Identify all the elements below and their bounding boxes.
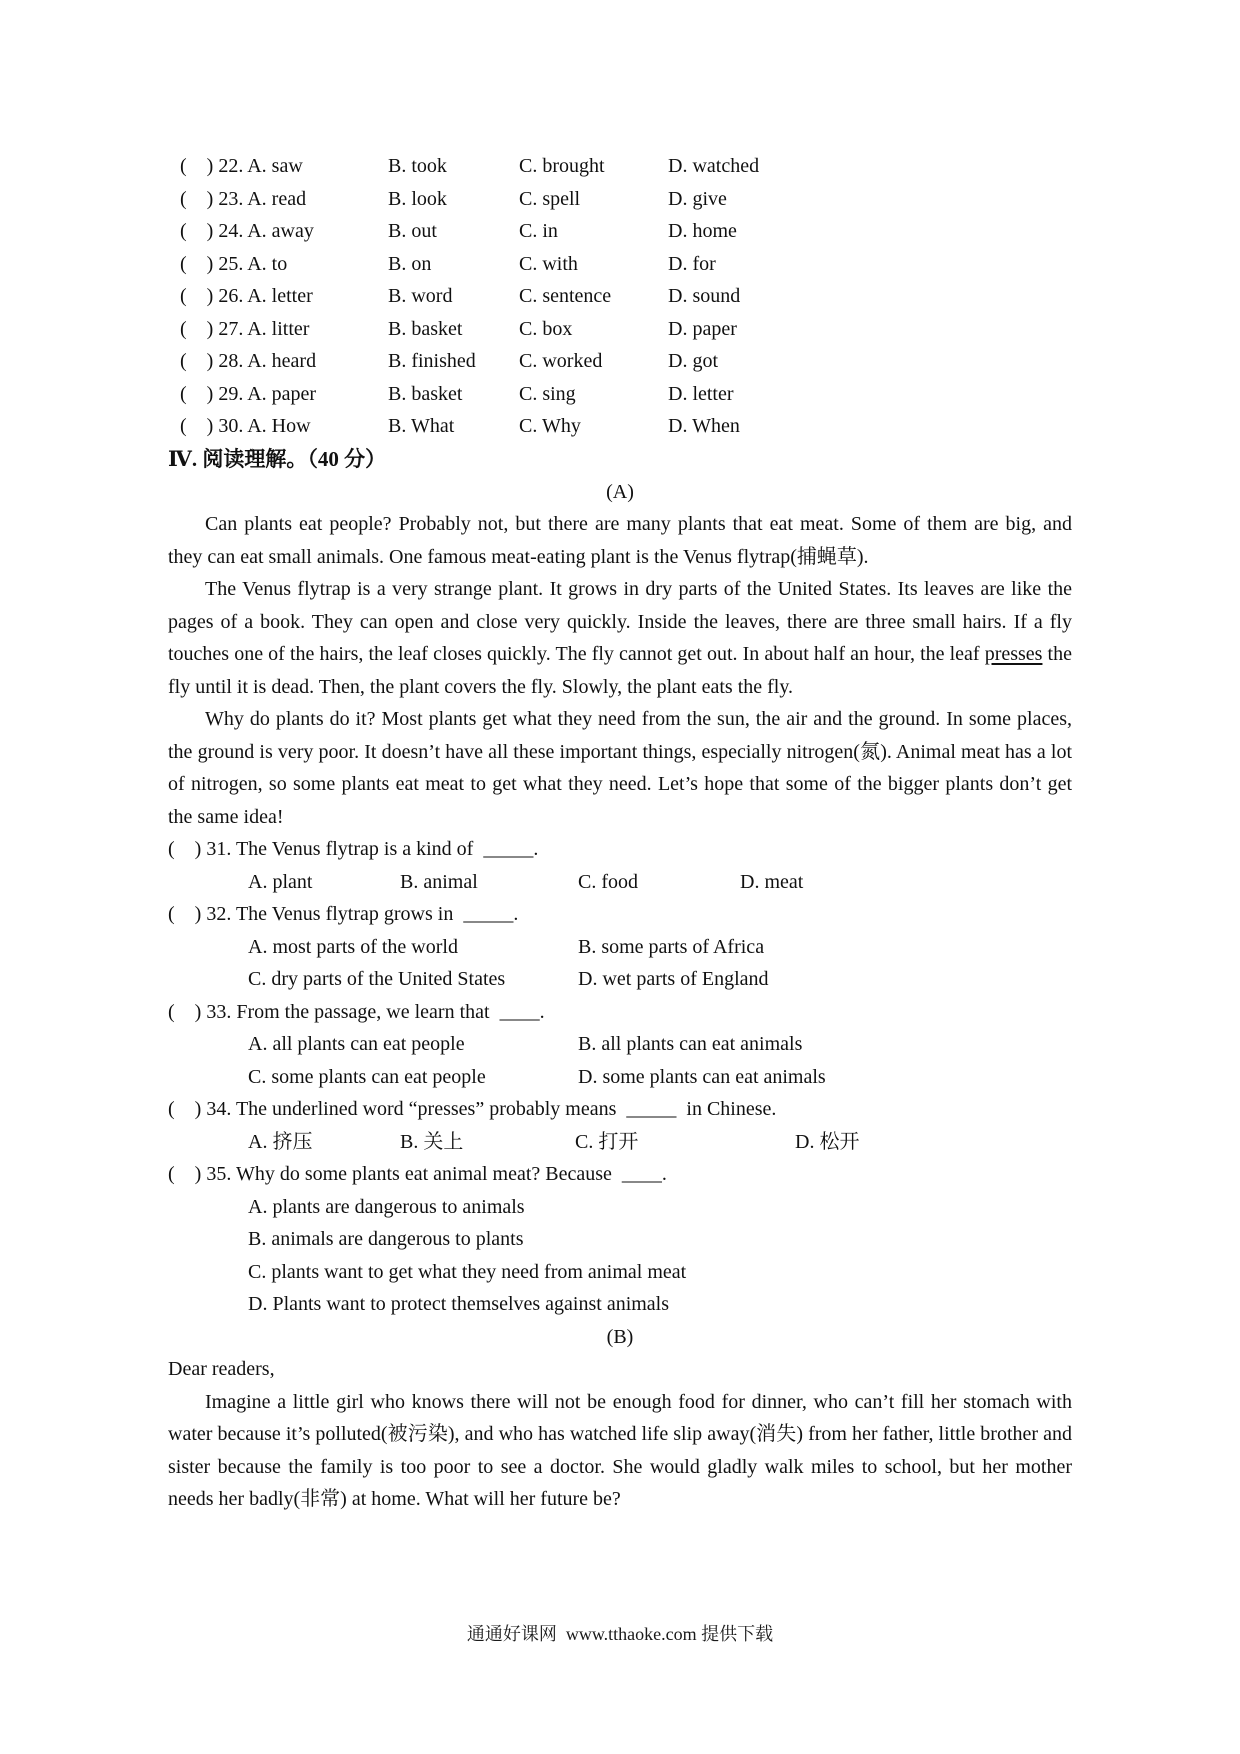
cloze-row-22 xyxy=(168,150,1072,183)
cloze-25-option-d: D. for xyxy=(668,252,716,275)
question-33-option-a: A. all plants can eat people xyxy=(248,1033,465,1055)
cloze-row-28 xyxy=(168,345,1072,378)
question-35-option-b: B. animals are dangerous to plants xyxy=(248,1228,524,1250)
cloze-29-option-c: C. sing xyxy=(519,382,576,405)
question-31 xyxy=(168,833,1072,898)
cloze-22-answer-blank-and-option-a: ( ) 22. A. saw xyxy=(180,155,303,177)
cloze-28-option-d: D. got xyxy=(668,350,718,372)
question-31-stem: ( ) 31. The Venus flytrap is a kind of _____. xyxy=(168,838,539,860)
cloze-24-option-c: C. in xyxy=(519,220,558,242)
cloze-29-option-d: D. letter xyxy=(668,382,734,405)
question-34-option-d: D. 松开 xyxy=(795,1130,860,1153)
question-32-option-d: D. wet parts of England xyxy=(578,968,769,990)
cloze-row-27 xyxy=(168,313,1072,346)
cloze-28-option-c: C. worked xyxy=(519,350,603,372)
question-35-stem: ( ) 35. Why do some plants eat animal meat? Because ____. xyxy=(168,1163,667,1185)
cloze-27-option-c: C. box xyxy=(519,317,573,340)
cloze-27-option-b: B. basket xyxy=(388,317,463,340)
question-32-options-row-2 xyxy=(248,963,1072,996)
cloze-27-answer-blank-and-option-a: ( ) 27. A. litter xyxy=(180,317,310,340)
cloze-29-option-b: B. basket xyxy=(388,382,463,405)
question-35-option-c: C. plants want to get what they need from animal meat xyxy=(248,1260,687,1283)
question-34 xyxy=(168,1093,1072,1158)
question-34-stem: ( ) 34. The underlined word “presses” probably means _____ in Chinese. xyxy=(168,1098,777,1120)
question-34-options xyxy=(248,1126,1072,1159)
cloze-28-answer-blank-and-option-a: ( ) 28. A. heard xyxy=(180,350,317,372)
cloze-25-option-b: B. on xyxy=(388,252,432,275)
passage-b-label: (B) xyxy=(606,1325,634,1348)
page-content xyxy=(168,150,1072,1516)
cloze-28-option-b: B. finished xyxy=(388,350,476,372)
question-31-option-b: B. animal xyxy=(400,870,478,893)
question-35 xyxy=(168,1158,1072,1321)
cloze-30-option-d: D. When xyxy=(668,415,740,437)
question-33-options-row-2 xyxy=(248,1061,1072,1094)
cloze-27-option-d: D. paper xyxy=(668,317,737,340)
question-33-option-d: D. some plants can eat animals xyxy=(578,1065,826,1088)
cloze-22-option-b: B. took xyxy=(388,155,447,177)
page-footer-watermark: 通通好课网 www.tthaoke.com 提供下载 xyxy=(466,1624,774,1644)
cloze-row-24 xyxy=(168,215,1072,248)
cloze-row-23 xyxy=(168,183,1072,216)
passage-a-paragraph-2 xyxy=(168,573,1072,703)
passage-a-paragraph-2-before: The Venus flytrap is a very strange plant. It grows in dry parts of the United States. Its leaves are like the pages of a book. They can open and close very quickly. Inside the leaves, there are three small hairs. If a fly touches one of the hairs, the leaf closes quickly. The fly cannot get out. In about half an hour, the leaf xyxy=(168,578,1072,665)
question-33-option-b: B. all plants can eat animals xyxy=(578,1033,803,1055)
question-34-option-a: A. 挤压 xyxy=(248,1130,313,1153)
cloze-25-answer-blank-and-option-a: ( ) 25. A. to xyxy=(180,252,288,275)
underlined-word-presses: presses xyxy=(984,643,1043,665)
cloze-30-answer-blank-and-option-a: ( ) 30. A. How xyxy=(180,415,311,437)
cloze-26-option-b: B. word xyxy=(388,285,453,307)
cloze-22-option-c: C. brought xyxy=(519,155,605,177)
passage-b-paragraph-1: Imagine a little girl who knows there will not be enough food for dinner, who can’t fill her stomach with water because it’s polluted(被污染), and who has watched life slip away(消失) from her father, little brother and sister because the family is too poor to see a doctor. She would gladly walk miles to school, but her mother needs her badly(非常) at home. What will her future be? xyxy=(168,1390,1072,1510)
cloze-23-option-c: C. spell xyxy=(519,187,581,210)
passage-a-paragraph-3: Why do plants do it? Most plants get what they need from the sun, the air and the ground. In some places, the ground is very poor. It doesn’t have all these important things, especially nitrogen(氮). Animal meat has a lot of nitrogen, so some plants eat meat to get what they need. Let’s hope that some of the bigger plants don’t get the same idea! xyxy=(168,708,1072,828)
cloze-29-answer-blank-and-option-a: ( ) 29. A. paper xyxy=(180,382,317,405)
passage-b-section xyxy=(168,1321,1072,1516)
cloze-23-option-d: D. give xyxy=(668,187,727,210)
question-31-option-d: D. meat xyxy=(740,870,804,893)
question-32-options-row-1 xyxy=(248,931,1072,964)
passage-a-label: (A) xyxy=(606,480,634,503)
section-heading-reading-comprehension: Ⅳ. 阅读理解。（40 分） xyxy=(168,446,387,471)
cloze-24-option-b: B. out xyxy=(388,220,437,242)
cloze-row-26 xyxy=(168,280,1072,313)
question-32-option-a: A. most parts of the world xyxy=(248,935,458,958)
question-34-option-b: B. 关上 xyxy=(400,1130,464,1153)
passage-a-section xyxy=(168,476,1072,834)
cloze-24-answer-blank-and-option-a: ( ) 24. A. away xyxy=(180,220,314,242)
cloze-row-29 xyxy=(168,378,1072,411)
cloze-24-option-d: D. home xyxy=(668,220,737,242)
question-33-stem: ( ) 33. From the passage, we learn that ____. xyxy=(168,1000,545,1023)
cloze-23-answer-blank-and-option-a: ( ) 23. A. read xyxy=(180,187,307,210)
question-33-option-c: C. some plants can eat people xyxy=(248,1065,486,1088)
cloze-row-30 xyxy=(168,410,1072,443)
question-31-options xyxy=(248,866,1072,899)
question-33-options-row-1 xyxy=(248,1028,1072,1061)
cloze-23-option-b: B. look xyxy=(388,187,447,210)
cloze-22-option-d: D. watched xyxy=(668,155,760,177)
question-31-option-a: A. plant xyxy=(248,870,313,893)
question-34-option-c: C. 打开 xyxy=(575,1130,639,1153)
question-33 xyxy=(168,996,1072,1094)
passage-a-paragraph-2-after: the fly until it is dead. Then, the plant covers the fly. Slowly, the plant eats the fly. xyxy=(168,643,1072,698)
question-32-option-c: C. dry parts of the United States xyxy=(248,968,506,990)
passage-b-salutation: Dear readers, xyxy=(168,1358,275,1380)
question-32 xyxy=(168,898,1072,996)
question-35-option-a: A. plants are dangerous to animals xyxy=(248,1195,525,1218)
question-32-option-b: B. some parts of Africa xyxy=(578,935,765,958)
cloze-30-option-b: B. What xyxy=(388,415,455,437)
cloze-25-option-c: C. with xyxy=(519,252,578,275)
question-35-option-d: D. Plants want to protect themselves against animals xyxy=(248,1293,670,1315)
cloze-26-answer-blank-and-option-a: ( ) 26. A. letter xyxy=(180,285,313,307)
cloze-30-option-c: C. Why xyxy=(519,415,581,437)
question-32-stem: ( ) 32. The Venus flytrap grows in _____. xyxy=(168,903,519,925)
cloze-row-25 xyxy=(168,248,1072,281)
question-31-option-c: C. food xyxy=(578,870,638,893)
cloze-options-section xyxy=(168,150,1072,443)
cloze-26-option-c: C. sentence xyxy=(519,285,612,307)
passage-a-paragraph-1: Can plants eat people? Probably not, but there are many plants that eat meat. Some of them are big, and they can eat small animals. One famous meat-eating plant is the Venus flytrap(捕蝇草). xyxy=(168,513,1072,568)
cloze-26-option-d: D. sound xyxy=(668,285,741,307)
